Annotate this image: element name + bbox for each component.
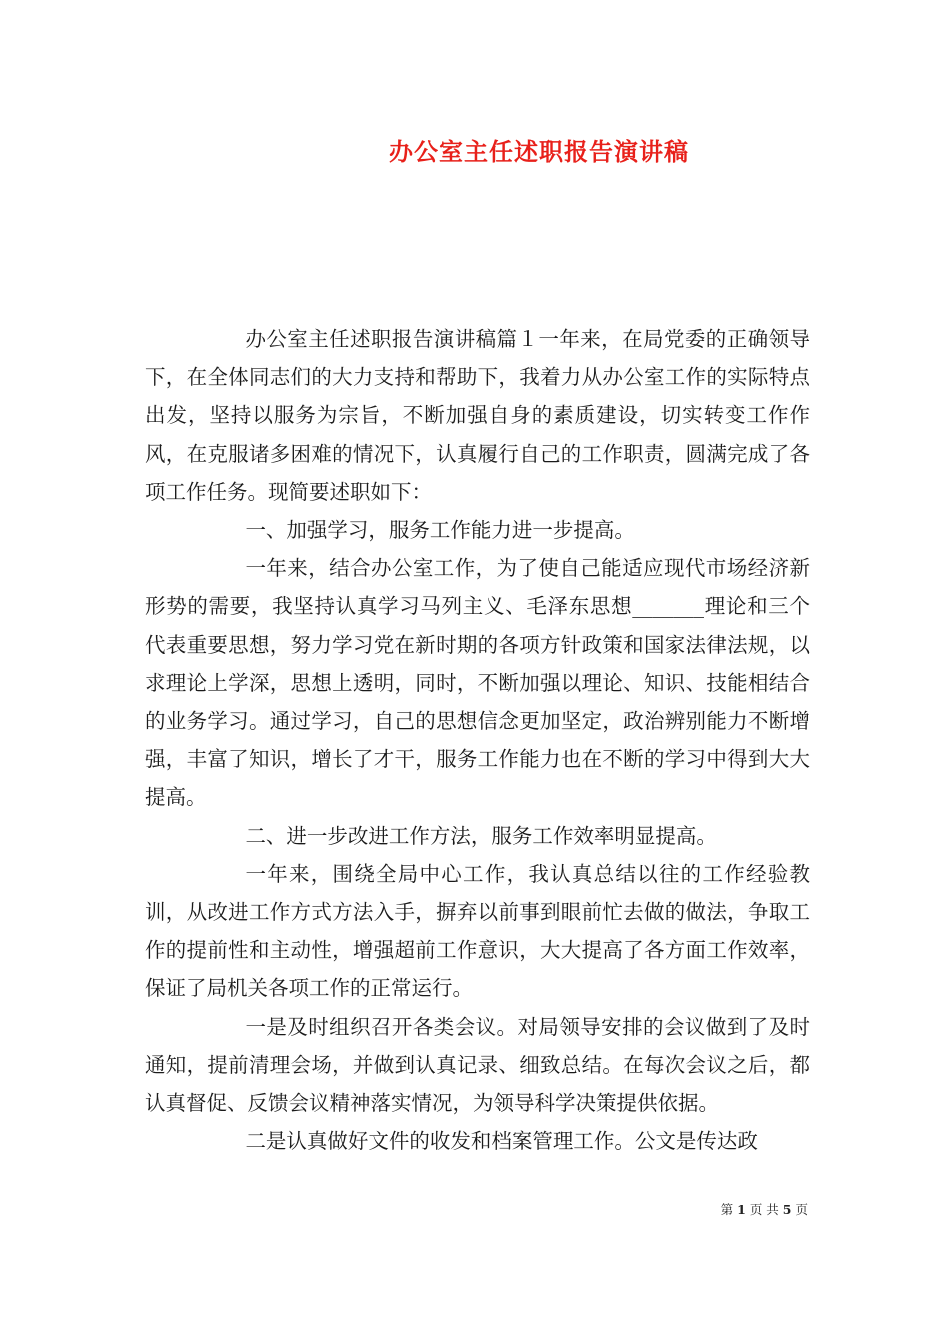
paragraph-method: 一年来，围绕全局中心工作，我认真总结以往的工作经验教训，从改进工作方式方法入手，摒弃以前事到眼前忙去做的做法，争取工作的提前性和主动性，增强超前工作意识，大大提高了各方面工作效率，保证了局机关各项工作的正常运行。 bbox=[145, 861, 810, 1001]
footer-total-pages: 5 bbox=[782, 1202, 792, 1217]
document-body bbox=[145, 320, 810, 1160]
paragraph-documents: 二是认真做好文件的收发和档案管理工作。公文是传达政 bbox=[245, 1129, 758, 1154]
page-footer bbox=[0, 1201, 808, 1219]
footer-middle: 页 共 bbox=[749, 1202, 779, 1217]
footer-page-number: 1 bbox=[737, 1202, 746, 1217]
section-heading-1: 一、加强学习，服务工作能力进一步提高。 bbox=[245, 518, 635, 543]
paragraph-meetings: 一是及时组织召开各类会议。对局领导安排的会议做到了及时通知，提前清理会场，并做到认真记录、细致总结。在每次会议之后，都认真督促、反馈会议精神落实情况，为领导科学决策提供依据。 bbox=[145, 1014, 810, 1116]
paragraph-study: 一年来，结合办公室工作，为了使自己能适应现代市场经济新形势的需要，我坚持认真学习马列主义、毛泽东思想_______理论和三个代表重要思想，努力学习党在新时期的各项方针政策和国家法律法规，以求理论上学深，思想上透明，同时，不断加强以理论、知识、技能相结合的业务学习。通过学习，自己的思想信念更加坚定，政治辨别能力不断增强，丰富了知识，增长了才干，服务工作能力也在不断的学习中得到大大提高。 bbox=[145, 556, 810, 810]
section-heading-2: 二、进一步改进工作方法，服务工作效率明显提高。 bbox=[245, 823, 717, 848]
document-title: 办公室主任述职报告演讲稿 bbox=[389, 137, 689, 166]
paragraph-intro: 办公室主任述职报告演讲稿篇１一年来，在局党委的正确领导下，在全体同志们的大力支持和帮助下，我着力从办公室工作的实际特点出发，坚持以服务为宗旨，不断加强自身的素质建设，切实转变工作作风，在克服诸多困难的情况下，认真履行自己的工作职责，圆满完成了各项工作任务。现简要述职如下： bbox=[145, 327, 810, 504]
footer-suffix: 页 bbox=[795, 1202, 808, 1217]
footer-prefix: 第 bbox=[720, 1202, 734, 1217]
